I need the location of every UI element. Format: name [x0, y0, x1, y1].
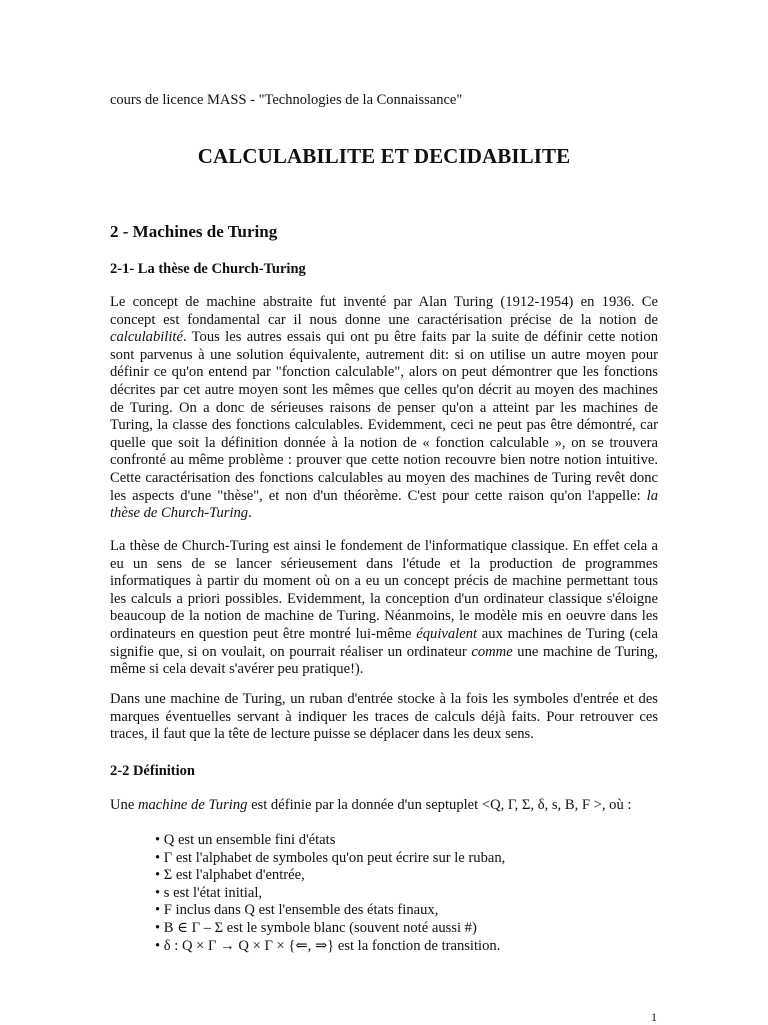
page-number: 1 — [651, 1010, 657, 1024]
list-item: • Q est un ensemble fini d'états — [155, 832, 336, 848]
text-run: Une — [110, 797, 138, 813]
paragraph-definition — [110, 797, 658, 815]
paragraph-church-turing-intro — [110, 294, 658, 523]
subsection-heading-church-turing: 2-1- La thèse de Church-Turing — [110, 261, 306, 277]
emphasis-these: la thèse de Church-Turing — [110, 487, 658, 522]
list-item: • Σ est l'alphabet d'entrée, — [155, 867, 305, 884]
emphasis-calculabilite: calculabilité — [110, 329, 183, 346]
list-item: • Γ est l'alphabet de symboles qu'on peut écrire sur le ruban, — [155, 849, 506, 866]
text-run: Dans une machine de Turing, un ruban d'entrée stocke à la fois les symboles d'entrée et des marques éventuelles servant à indiquer les traces de calculs déjà faits. Pour retrouver ces traces, il faut que la tête de lecture puisse se déplacer dans les deux sens. — [110, 691, 658, 743]
text-run: La thèse de Church-Turing est ainsi le fondement de l'informatique classique. En effet cela a eu un sens de se lancer sérieusement dans l'étude et la production de programmes informatiques à partir du moment où on a eu un concept précis de machine permettant tous les calculs a priori possibles. Evidemment, la conception d'un ordinateur classique s'éloigne beaucoup de la notion de machine de Turing. Néanmoins, le modèle mis en oeuvre dans les ordinateurs en question peut être montré lui-même — [110, 538, 658, 642]
list-item: • F inclus dans Q est l'ensemble des états finaux, — [155, 902, 439, 919]
list-item: • δ : Q × Γ → Q × Γ × {⇐, ⇒} est la fonction de transition. — [155, 937, 501, 954]
list-item: • s est l'état initial, — [155, 884, 263, 901]
septuplet-list — [155, 832, 655, 955]
text-run: . Tous les autres essais qui ont pu être faits par la suite de définir cette notion sont parvenus à une solution équivalente, autrement dit: si on utilise un autre moyen pour définir ce qu'on entend par "fonction calculable", alors on peut démontrer que les fonctions décrites par cet autre moyen sont les mêmes que celles qu'on décrit au moyen des machines de Turing. On a donc de sérieuses raisons de penser qu'on a atteint par les machines de Turing, la classe des fonctions calculables. Evidemment, ceci ne peut pas être démontré, car quelle que soit la définition donnée à la notion de « fonction calculable », on se trouvera confronté au même problème : prouver que cette notion recouvre bien notre notion intuitive. Cette caractérisation des fonctions calculables au moyen des machines de Turing revêt donc les aspects d'une "thèse", et non d'un théorème. C'est pour cette raison qu'on l'appelle: — [110, 329, 658, 504]
list-item: • B ∈ Γ – Σ est le symbole blanc (souvent noté aussi #) — [155, 919, 477, 936]
text-run: une machine de Turing, même si cela devait s'avérer peu pratique!). — [110, 643, 658, 678]
subsection-heading-definition: 2-2 Définition — [110, 763, 195, 779]
paragraph-ruban — [110, 691, 658, 744]
text-run: aux machines de Turing (cela signifie que, si on voulait, on pourrait réaliser un ordinateur — [110, 625, 658, 660]
course-header: cours de licence MASS - "Technologies de la Connaissance" — [110, 92, 463, 108]
emphasis-comme: comme — [471, 643, 513, 660]
document-title: CALCULABILITE ET DECIDABILITE — [197, 144, 571, 168]
paragraph-informatique — [110, 538, 658, 679]
emphasis-equivalent: équivalent — [416, 625, 478, 642]
text-run: . — [248, 505, 252, 522]
section-heading: 2 - Machines de Turing — [110, 222, 278, 241]
emphasis-machine-de-turing: machine de Turing — [137, 797, 248, 813]
text-run: est définie par la donnée d'un septuplet <Q, Γ, Σ, δ, s, B, F >, où : — [247, 797, 632, 813]
text-run: Le concept de machine abstraite fut inventé par Alan Turing (1912-1954) en 1936. Ce concept est fondamental car il nous donne une caractérisation précise de la notion de — [110, 294, 658, 328]
